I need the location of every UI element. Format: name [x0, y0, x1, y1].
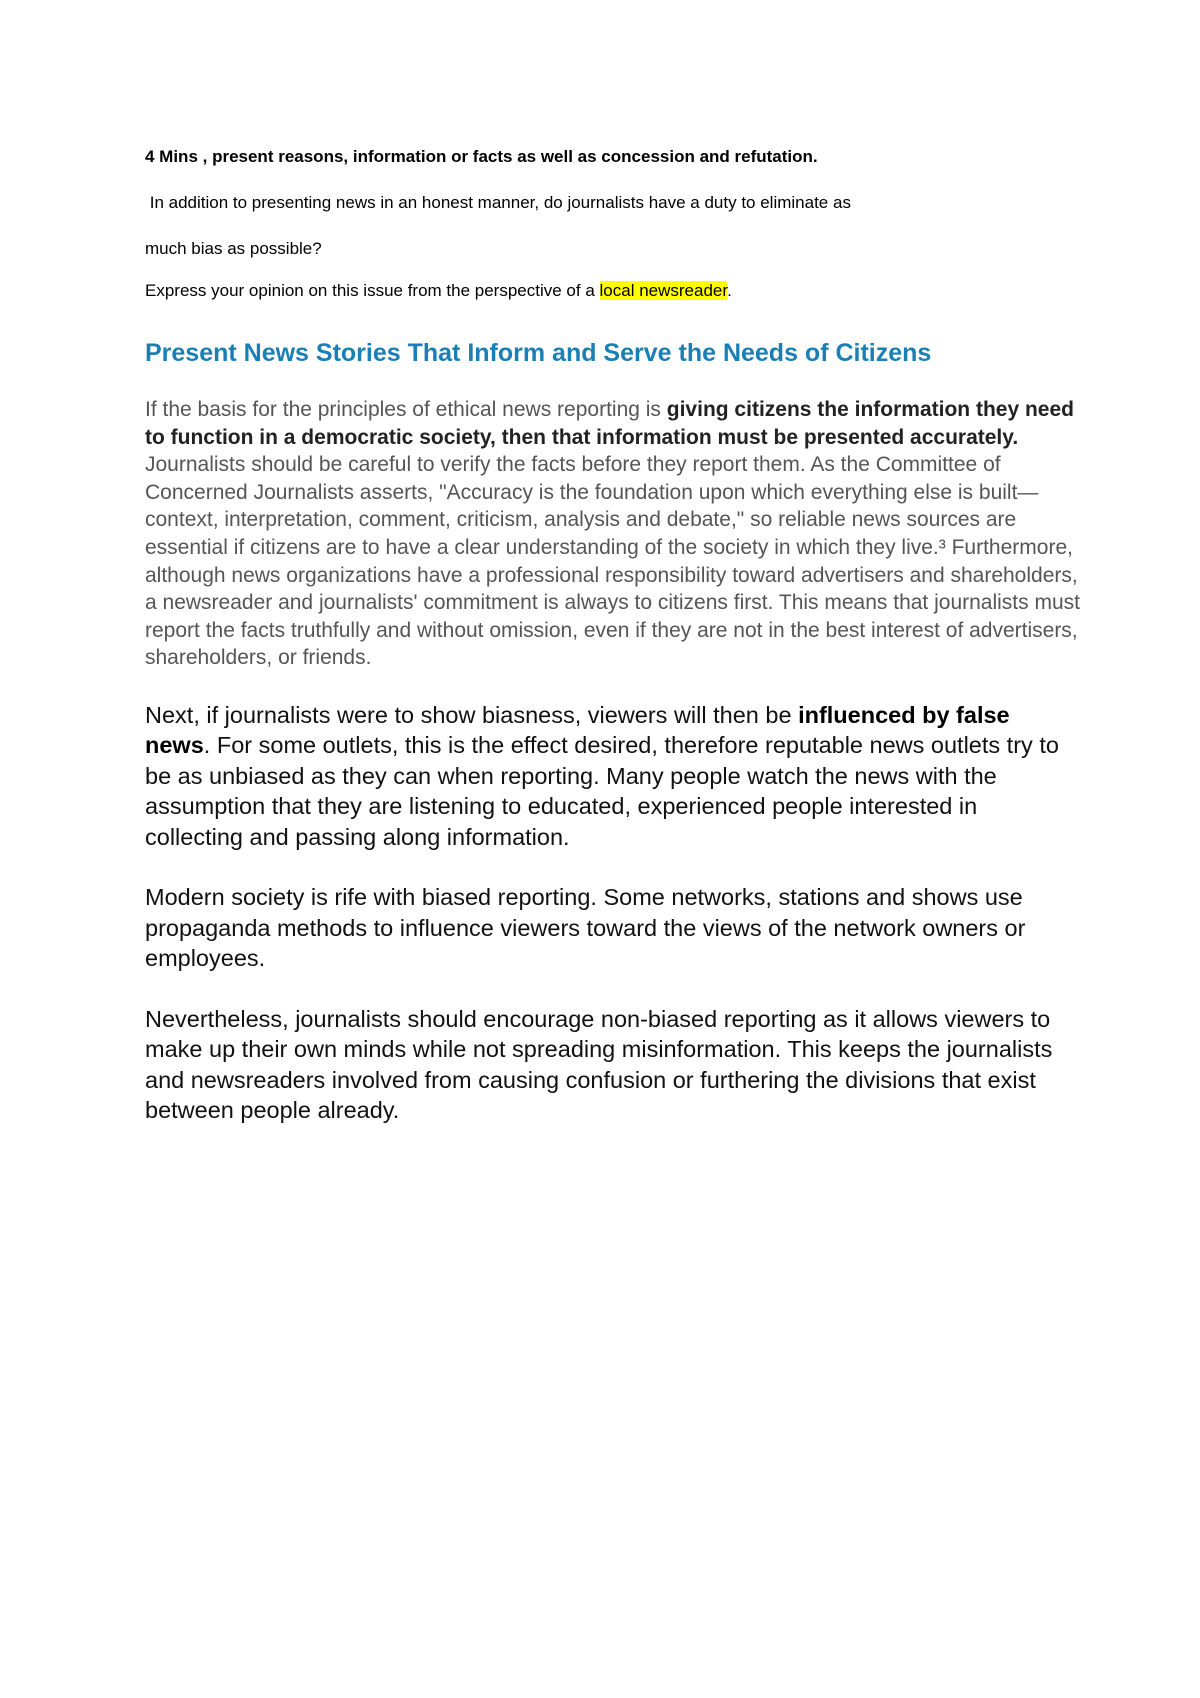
paragraph-biasness — [145, 700, 1080, 853]
paragraph-accuracy-lead: If the basis for the principles of ethical news reporting is — [145, 398, 667, 421]
prompt-question-line-2: much bias as possible? — [145, 239, 322, 258]
paragraph-modern-society: Modern society is rife with biased reporting. Some networks, stations and shows use propaganda methods to influence viewers toward the views of the network owners or employees. — [145, 884, 1026, 972]
paragraph-conclusion: Nevertheless, journalists should encourage non-biased reporting as it allows viewers to make up their own minds while not spreading misinformation. This keeps the journalists and newsreaders involved from causing confusion or furthering the divisions that exist between people already. — [145, 1005, 1053, 1124]
document-content — [145, 146, 1080, 1156]
paragraph-accuracy — [145, 396, 1080, 672]
paragraph-biasness-body: . For some outlets, this is the effect desired, therefore reputable news outlets try to be as unbiased as they can when reporting. Many people watch the news with the assumption that they are listening to educated, experienced people interested in collecting and passing along information. — [145, 732, 1059, 850]
prompt-question-line-1: In addition to presenting news in an honest manner, do journalists have a duty to eliminate as — [145, 193, 851, 212]
highlighted-phrase: local newsreader — [599, 281, 728, 300]
prompt-perspective — [145, 280, 1080, 302]
section-heading: Present News Stories That Inform and Serve the Needs of Citizens — [145, 339, 932, 367]
prompt-instruction: 4 Mins , present reasons, information or facts as well as concession and refutation. — [145, 147, 818, 166]
paragraph-biasness-lead: Next, if journalists were to show biasness, viewers will then be — [145, 701, 799, 728]
paragraph-biasness-bold: influenced by false news — [145, 701, 1010, 759]
prompt-perspective-end: . — [727, 281, 732, 300]
prompt-perspective-text: Express your opinion on this issue from the perspective of a — [145, 281, 600, 300]
paragraph-accuracy-bold: giving citizens the information they need to function in a democratic society, then that information must be presented accurately. — [145, 398, 1074, 449]
paragraph-accuracy-body: Journalists should be careful to verify the facts before they report them. As the Committee of Concerned Journalists asserts, "Accuracy is the foundation upon which everything else is built—context, interpretation, comment, criticism, analysis and debate," so reliable news sources are essential if citizens are to have a clear understanding of the society in which they live.³ Furthermore, although news organizations have a professional responsibility toward advertisers and shareholders, a newsreader and journalists' commitment is always to citizens first. This means that journalists must report the facts truthfully and without omission, even if they are not in the best interest of advertisers, shareholders, or friends. — [145, 453, 1080, 670]
